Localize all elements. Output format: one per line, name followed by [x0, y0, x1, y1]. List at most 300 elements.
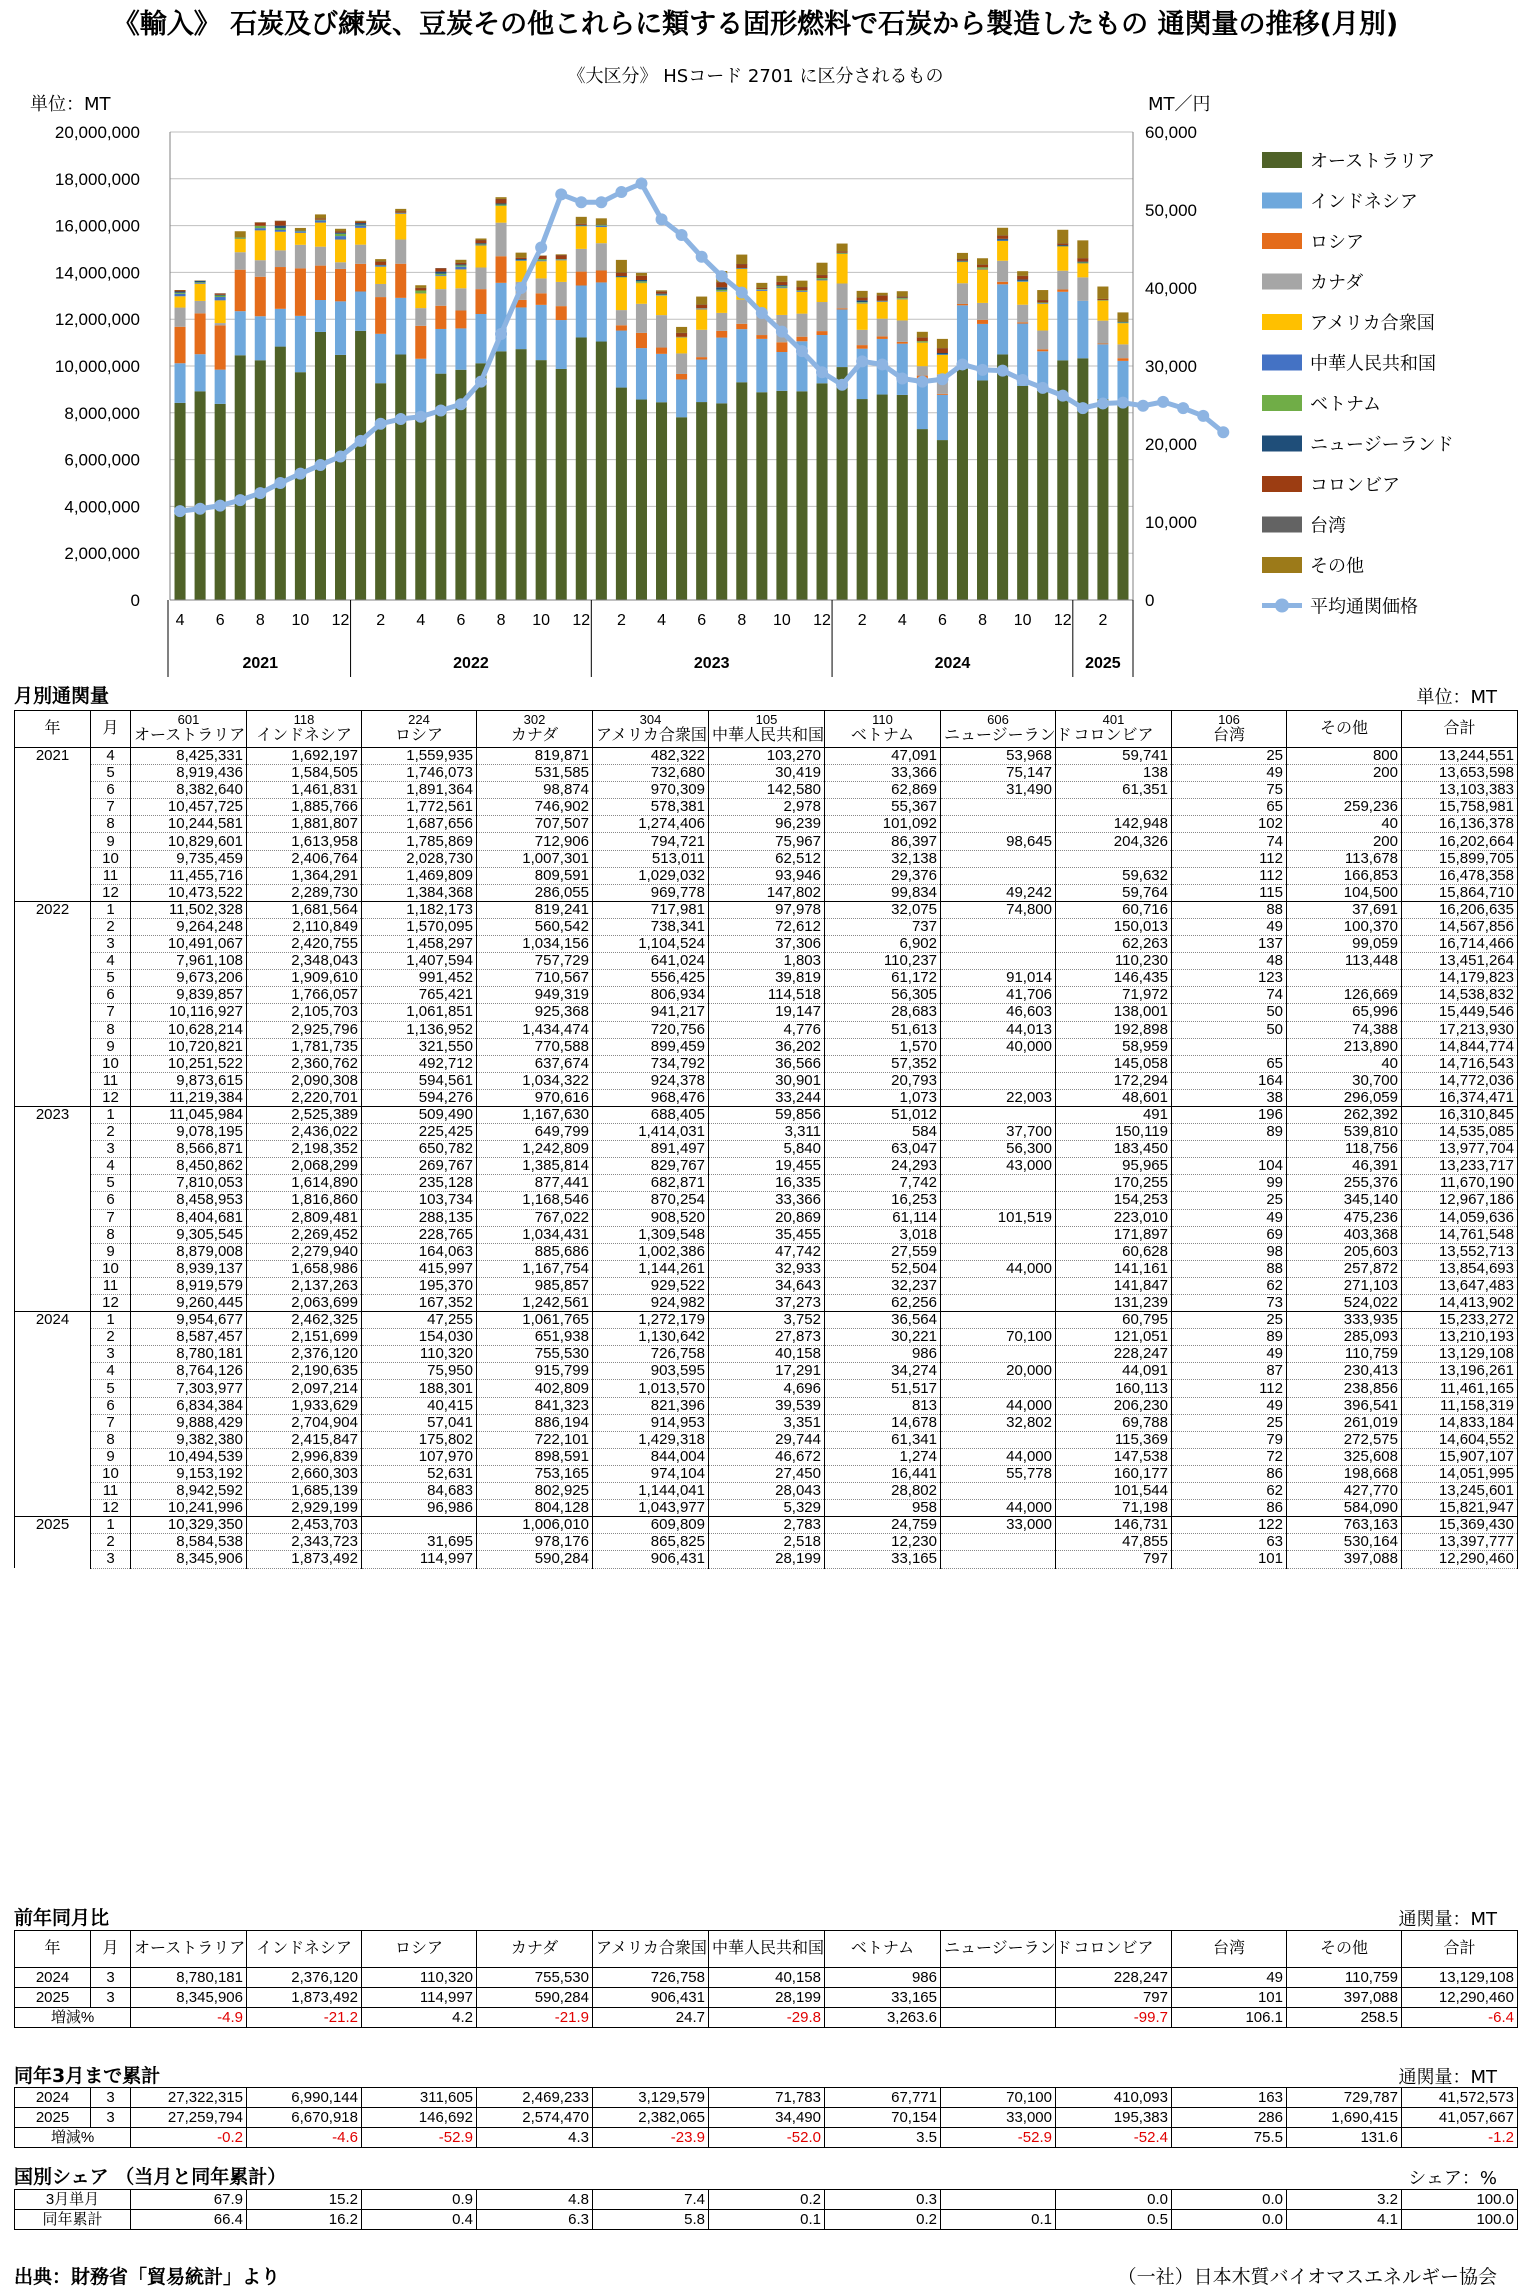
price-point	[254, 487, 266, 499]
bar-segment-カナダ	[215, 323, 226, 325]
bar-segment-その他	[335, 229, 346, 231]
bar-segment-ロシア	[837, 308, 848, 309]
value-cell: 1,434,474	[477, 1021, 593, 1038]
share-cell: 0.0	[1172, 2210, 1287, 2230]
value-cell: 2025	[15, 1988, 91, 2008]
country-code: 110	[872, 712, 893, 727]
month-cell: 2	[91, 1534, 131, 1551]
bar-segment-コロンビア	[977, 265, 988, 268]
value-cell: 753,165	[477, 1465, 593, 1482]
bar-segment-カナダ	[415, 308, 426, 326]
value-cell: 71,198	[1056, 1500, 1172, 1517]
bar-segment-コロンビア	[415, 288, 426, 291]
value-cell: 1,429,318	[593, 1431, 709, 1448]
value-cell: 1,803	[709, 953, 825, 970]
value-cell: 1,034,156	[477, 936, 593, 953]
value-cell: 9,888,429	[131, 1414, 247, 1431]
value-cell: 2,068,299	[247, 1158, 362, 1175]
monthly-volume-table	[14, 710, 1518, 1569]
value-cell: 170,255	[1056, 1175, 1172, 1192]
table-row	[15, 1380, 1518, 1397]
left-tick-label: 18,000,000	[54, 169, 140, 189]
bar-segment-ニュージーランド	[455, 264, 466, 265]
year-label: 2025	[1085, 655, 1121, 672]
bar-segment-オーストラリア	[616, 388, 627, 600]
bar-segment-その他	[355, 221, 366, 222]
year-cell	[15, 1414, 91, 1431]
value-cell: 32,802	[941, 1414, 1056, 1431]
bar-segment-オーストラリア	[576, 337, 587, 600]
value-cell	[941, 1431, 1056, 1448]
value-cell: 978,176	[477, 1534, 593, 1551]
bar-segment-ロシア	[756, 335, 767, 339]
column-header	[941, 711, 1072, 748]
value-cell: 14,413,902	[1402, 1295, 1518, 1312]
bar-segment-コロンビア	[716, 282, 727, 287]
year-cell	[15, 850, 91, 867]
value-cell: 986	[825, 1968, 941, 1988]
value-cell: 2,660,303	[247, 1465, 362, 1482]
value-cell: 41,572,573	[1402, 2088, 1518, 2108]
bar-segment-カナダ	[315, 247, 326, 266]
value-cell: 59,632	[1056, 867, 1172, 884]
value-cell: 70,100	[941, 1329, 1056, 1346]
column-label: 合計	[1443, 720, 1476, 737]
month-cell: 12	[91, 884, 131, 901]
value-cell: 86,397	[825, 833, 941, 850]
table-row	[15, 1483, 1518, 1500]
bar-segment-アメリカ合衆国	[215, 300, 226, 323]
value-cell: 649,799	[477, 1124, 593, 1141]
value-cell: 67,771	[825, 2088, 941, 2108]
value-cell: 1,364,291	[247, 867, 362, 884]
value-cell: 40,000	[941, 1038, 1056, 1055]
bar-segment-中華人民共和国	[756, 290, 767, 291]
column-header	[1056, 711, 1172, 748]
column-header: ロシア	[362, 1931, 477, 1968]
legend-label: 台湾	[1310, 515, 1346, 537]
table-row	[15, 1106, 1518, 1123]
value-cell	[941, 953, 1056, 970]
value-cell: 1,885,766	[247, 799, 362, 816]
value-cell: 3	[91, 2108, 131, 2128]
price-point	[956, 358, 968, 370]
month-tick-label: 4	[175, 612, 185, 629]
bar-segment-アメリカ合衆国	[776, 288, 787, 315]
value-cell	[941, 918, 1056, 935]
bar-segment-ロシア	[295, 268, 306, 315]
column-header: アメリカ合衆国	[593, 1931, 709, 1968]
month-cell: 7	[91, 1414, 131, 1431]
bar-segment-オーストラリア	[937, 440, 948, 600]
change-cell: -52.4	[1056, 2128, 1172, 2148]
value-cell: 55,778	[941, 1465, 1056, 1482]
bar-segment-オーストラリア	[817, 383, 828, 600]
value-cell: 1,130,642	[593, 1329, 709, 1346]
value-cell: 2,704,904	[247, 1414, 362, 1431]
value-cell: 112	[1172, 850, 1287, 867]
month-tick-label: 8	[737, 612, 747, 629]
change-cell: -52.9	[362, 2128, 477, 2148]
bar-segment-ニュージーランド	[275, 226, 286, 228]
value-cell: 2024	[15, 1968, 91, 1988]
value-cell: 65	[1172, 1055, 1287, 1072]
bar-segment-オーストラリア	[375, 383, 386, 600]
bar-segment-中華人民共和国	[776, 287, 787, 288]
value-cell: 14,844,774	[1402, 1038, 1518, 1055]
value-cell: 1,144,261	[593, 1260, 709, 1277]
value-cell	[362, 1517, 477, 1534]
value-cell: 14,535,085	[1402, 1124, 1518, 1141]
column-header	[709, 711, 825, 748]
share-row	[15, 2190, 1518, 2210]
value-cell: 10,829,601	[131, 833, 247, 850]
value-cell: 271,103	[1287, 1277, 1402, 1294]
month-tick-label: 12	[331, 612, 350, 629]
bar-segment-カナダ	[997, 261, 1008, 282]
bar-segment-オーストラリア	[355, 331, 366, 600]
value-cell: 1,461,831	[247, 782, 362, 799]
value-cell: 13,103,383	[1402, 782, 1518, 799]
bar-segment-インドネシア	[716, 338, 727, 404]
table-row	[15, 850, 1518, 867]
bar-segment-アメリカ合衆国	[656, 296, 667, 315]
value-cell	[941, 1346, 1056, 1363]
month-cell: 3	[91, 1346, 131, 1363]
value-cell: 40,158	[709, 1968, 825, 1988]
bar-segment-インドネシア	[275, 309, 286, 347]
year-cell	[15, 1243, 91, 1260]
year-label: 2023	[693, 655, 730, 672]
bar-segment-ロシア	[556, 306, 567, 320]
value-cell: 74,800	[941, 901, 1056, 918]
bar-segment-オーストラリア	[255, 360, 266, 600]
bar-segment-アメリカ合衆国	[857, 303, 868, 329]
bar-segment-インドネシア	[395, 298, 406, 355]
table-row	[15, 1448, 1518, 1465]
value-cell: 89	[1172, 1124, 1287, 1141]
bar-segment-その他	[796, 281, 807, 287]
month-cell: 7	[91, 1209, 131, 1226]
price-point	[1177, 402, 1189, 414]
bar-segment-オーストラリア	[776, 391, 787, 600]
bar-segment-ベトナム	[415, 290, 426, 293]
table-row	[15, 1346, 1518, 1363]
price-point	[696, 251, 708, 263]
change-cell: -21.2	[247, 2008, 362, 2028]
change-cell: 131.6	[1287, 2128, 1402, 2148]
value-cell: 131,239	[1056, 1295, 1172, 1312]
bar-segment-アメリカ合衆国	[977, 269, 988, 302]
value-cell: 84,683	[362, 1483, 477, 1500]
month-tick-label: 8	[255, 612, 265, 629]
value-cell: 9,153,192	[131, 1465, 247, 1482]
value-cell: 15,369,430	[1402, 1517, 1518, 1534]
month-tick-label: 4	[416, 612, 426, 629]
value-cell: 183,450	[1056, 1141, 1172, 1158]
value-cell: 813	[825, 1397, 941, 1414]
price-point	[1217, 426, 1229, 438]
value-cell: 44,000	[941, 1260, 1056, 1277]
bar-segment-ロシア	[536, 293, 547, 305]
bar-segment-ロシア	[696, 357, 707, 359]
value-cell: 160,177	[1056, 1465, 1172, 1482]
table-row	[15, 1968, 1518, 1988]
value-cell: 13,210,193	[1402, 1329, 1518, 1346]
month-tick-label: 6	[697, 612, 707, 629]
value-cell: 98	[1172, 1243, 1287, 1260]
value-cell: 150,119	[1056, 1124, 1172, 1141]
table-row	[15, 1124, 1518, 1141]
month-tick-label: 8	[978, 612, 987, 629]
value-cell: 11,461,165	[1402, 1380, 1518, 1397]
bar-segment-カナダ	[375, 284, 386, 297]
bar-segment-インドネシア	[335, 301, 346, 355]
bar-segment-ベトナム	[796, 290, 807, 291]
value-cell: 651,938	[477, 1329, 593, 1346]
left-tick-label: 8,000,000	[64, 403, 140, 423]
value-cell	[941, 1072, 1056, 1089]
value-cell: 870,254	[593, 1192, 709, 1209]
bar-segment-ニュージーランド	[1017, 280, 1028, 281]
value-cell: 32,075	[825, 901, 941, 918]
value-cell: 14,604,552	[1402, 1431, 1518, 1448]
change-cell: 3.5	[825, 2128, 941, 2148]
share-cell: 100.0	[1402, 2190, 1518, 2210]
share-cell: 16.2	[247, 2210, 362, 2230]
value-cell: 321,550	[362, 1038, 477, 1055]
value-cell: 15,821,947	[1402, 1500, 1518, 1517]
value-cell: 594,561	[362, 1072, 477, 1089]
value-cell: 2,105,703	[247, 1004, 362, 1021]
value-cell: 40,415	[362, 1397, 477, 1414]
price-point	[896, 372, 908, 384]
value-cell: 732,680	[593, 765, 709, 782]
value-cell: 720,756	[593, 1021, 709, 1038]
month-cell: 10	[91, 1260, 131, 1277]
value-cell: 34,274	[825, 1363, 941, 1380]
value-cell: 1,469,809	[362, 867, 477, 884]
column-label: 台湾	[1212, 727, 1245, 744]
bar-segment-ロシア	[435, 306, 446, 329]
bar-segment-ニュージーランド	[576, 225, 587, 226]
column-header: 台湾	[1172, 1931, 1287, 1968]
value-cell	[941, 1295, 1056, 1312]
value-cell: 223,010	[1056, 1209, 1172, 1226]
legend-swatch	[1262, 436, 1302, 452]
bar-segment-ロシア	[736, 324, 747, 329]
value-cell: 1,613,958	[247, 833, 362, 850]
value-cell: 986	[825, 1346, 941, 1363]
value-cell: 1,167,754	[477, 1260, 593, 1277]
value-cell: 58,959	[1056, 1038, 1172, 1055]
column-label: インドネシア	[256, 727, 352, 744]
table-row	[15, 1072, 1518, 1089]
share-label: 同年累計	[15, 2210, 131, 2230]
value-cell: 46,603	[941, 1004, 1056, 1021]
value-cell: 60,628	[1056, 1243, 1172, 1260]
year-cell	[15, 1329, 91, 1346]
value-cell: 949,319	[477, 987, 593, 1004]
bar-segment-インドネシア	[195, 354, 206, 391]
value-cell	[941, 1243, 1056, 1260]
bar-segment-カナダ	[1017, 305, 1028, 323]
value-cell: 13,653,598	[1402, 765, 1518, 782]
value-cell: 59,856	[709, 1106, 825, 1123]
bar-segment-アメリカ合衆国	[917, 342, 928, 366]
value-cell: 2,978	[709, 799, 825, 816]
bar-segment-中華人民共和国	[1037, 303, 1048, 304]
bar-segment-その他	[596, 218, 607, 224]
year-cell: 2022	[15, 901, 91, 918]
share-cell: 3.2	[1287, 2190, 1402, 2210]
value-cell: 107,970	[362, 1448, 477, 1465]
value-cell: 32,138	[825, 850, 941, 867]
value-cell: 10,457,725	[131, 799, 247, 816]
value-cell: 103,734	[362, 1192, 477, 1209]
bar-segment-カナダ	[656, 315, 667, 347]
value-cell: 722,101	[477, 1431, 593, 1448]
value-cell: 138	[1056, 765, 1172, 782]
value-cell: 74	[1172, 833, 1287, 850]
price-point	[555, 188, 567, 200]
month-cell: 2	[91, 918, 131, 935]
value-cell: 35,455	[709, 1226, 825, 1243]
column-label: 月	[102, 720, 119, 737]
bar-segment-ベトナム	[917, 341, 928, 342]
value-cell: 225,425	[362, 1124, 477, 1141]
value-cell: 89	[1172, 1329, 1287, 1346]
value-cell: 492,712	[362, 1055, 477, 1072]
bar-segment-カナダ	[857, 330, 868, 345]
value-cell: 2,028,730	[362, 850, 477, 867]
bar-segment-アメリカ合衆国	[1017, 282, 1028, 305]
price-point	[1077, 402, 1089, 414]
bar-segment-ロシア	[576, 272, 587, 286]
table-row	[15, 1089, 1518, 1106]
value-cell: 195,370	[362, 1277, 477, 1294]
bar-segment-インドネシア	[355, 291, 366, 330]
value-cell: 8,939,137	[131, 1260, 247, 1277]
bar-segment-カナダ	[195, 301, 206, 313]
value-cell: 14,716,543	[1402, 1055, 1518, 1072]
month-cell: 6	[91, 1397, 131, 1414]
value-cell: 584	[825, 1124, 941, 1141]
value-cell: 2,469,233	[477, 2088, 593, 2108]
value-cell: 33,366	[825, 765, 941, 782]
month-cell: 1	[91, 901, 131, 918]
bar-segment-その他	[676, 327, 687, 333]
value-cell: 2,376,120	[247, 1968, 362, 1988]
table-row	[15, 1534, 1518, 1551]
bar-segment-カナダ	[475, 267, 486, 289]
year-cell	[15, 1277, 91, 1294]
value-cell: 28,683	[825, 1004, 941, 1021]
value-cell: 33,000	[941, 2108, 1056, 2128]
bar-segment-その他	[937, 339, 948, 348]
bar-segment-インドネシア	[295, 316, 306, 372]
value-cell: 8,587,457	[131, 1329, 247, 1346]
right-tick-label: 0	[1145, 591, 1155, 610]
value-cell: 819,871	[477, 748, 593, 765]
bar-segment-その他	[1117, 312, 1128, 321]
bar-segment-ニュージーランド	[616, 276, 627, 277]
legend-swatch	[1262, 314, 1302, 330]
value-cell: 205,603	[1287, 1243, 1402, 1260]
value-cell: 213,890	[1287, 1038, 1402, 1055]
value-cell: 397,088	[1287, 1988, 1402, 2008]
bar-segment-ベトナム	[636, 281, 647, 282]
value-cell: 15,758,981	[1402, 799, 1518, 816]
value-cell: 682,871	[593, 1175, 709, 1192]
month-cell: 1	[91, 1106, 131, 1123]
bar-segment-アメリカ合衆国	[796, 292, 807, 314]
bar-segment-ベトナム	[475, 244, 486, 245]
value-cell: 2,929,199	[247, 1500, 362, 1517]
value-cell: 36,202	[709, 1038, 825, 1055]
bar-segment-アメリカ合衆国	[897, 299, 908, 320]
bar-segment-ベトナム	[817, 278, 828, 279]
country-code: 224	[408, 712, 430, 727]
value-cell: 3,018	[825, 1226, 941, 1243]
value-cell: 95,965	[1056, 1158, 1172, 1175]
bar-segment-その他	[656, 290, 667, 291]
bar-segment-インドネシア	[455, 328, 466, 369]
bar-segment-オーストラリア	[536, 360, 547, 600]
value-cell: 898,591	[477, 1448, 593, 1465]
bar-segment-オーストラリア	[556, 369, 567, 600]
country-code: 302	[523, 712, 546, 727]
value-cell: 4,696	[709, 1380, 825, 1397]
bar-segment-ベトナム	[195, 282, 206, 283]
value-cell	[941, 1380, 1056, 1397]
value-cell: 101,544	[1056, 1483, 1172, 1500]
bar-segment-ニュージーランド	[355, 223, 366, 225]
bar-segment-コロンビア	[736, 264, 747, 268]
bar-segment-カナダ	[1037, 331, 1048, 350]
value-cell: 15,233,272	[1402, 1312, 1518, 1329]
year-cell	[15, 867, 91, 884]
share-table	[14, 2189, 1518, 2230]
value-cell: 261,019	[1287, 1414, 1402, 1431]
column-header: 月	[91, 1931, 131, 1968]
value-cell: 52,631	[362, 1465, 477, 1482]
value-cell: 2,574,470	[477, 2108, 593, 2128]
value-cell: 970,309	[593, 782, 709, 799]
value-cell: 228,765	[362, 1226, 477, 1243]
value-cell: 7,303,977	[131, 1380, 247, 1397]
column-header: 合計	[1402, 1931, 1518, 1968]
value-cell: 56,300	[941, 1141, 1056, 1158]
legend-label: オーストラリア	[1310, 151, 1436, 172]
table-row	[15, 1038, 1518, 1055]
price-point	[1097, 397, 1109, 409]
value-cell: 9,260,445	[131, 1295, 247, 1312]
value-cell: 14,567,856	[1402, 918, 1518, 935]
bar-segment-中華人民共和国	[355, 226, 366, 228]
value-cell: 738,341	[593, 918, 709, 935]
value-cell: 2,436,022	[247, 1124, 362, 1141]
bar-segment-その他	[897, 291, 908, 296]
bar-segment-ロシア	[897, 342, 908, 344]
bar-segment-オーストラリア	[636, 400, 647, 600]
value-cell: 4,776	[709, 1021, 825, 1038]
value-cell: 16,206,635	[1402, 901, 1518, 918]
value-cell: 172,294	[1056, 1072, 1172, 1089]
value-cell: 16,136,378	[1402, 816, 1518, 833]
value-cell: 28,199	[709, 1988, 825, 2008]
value-cell: 206,230	[1056, 1397, 1172, 1414]
